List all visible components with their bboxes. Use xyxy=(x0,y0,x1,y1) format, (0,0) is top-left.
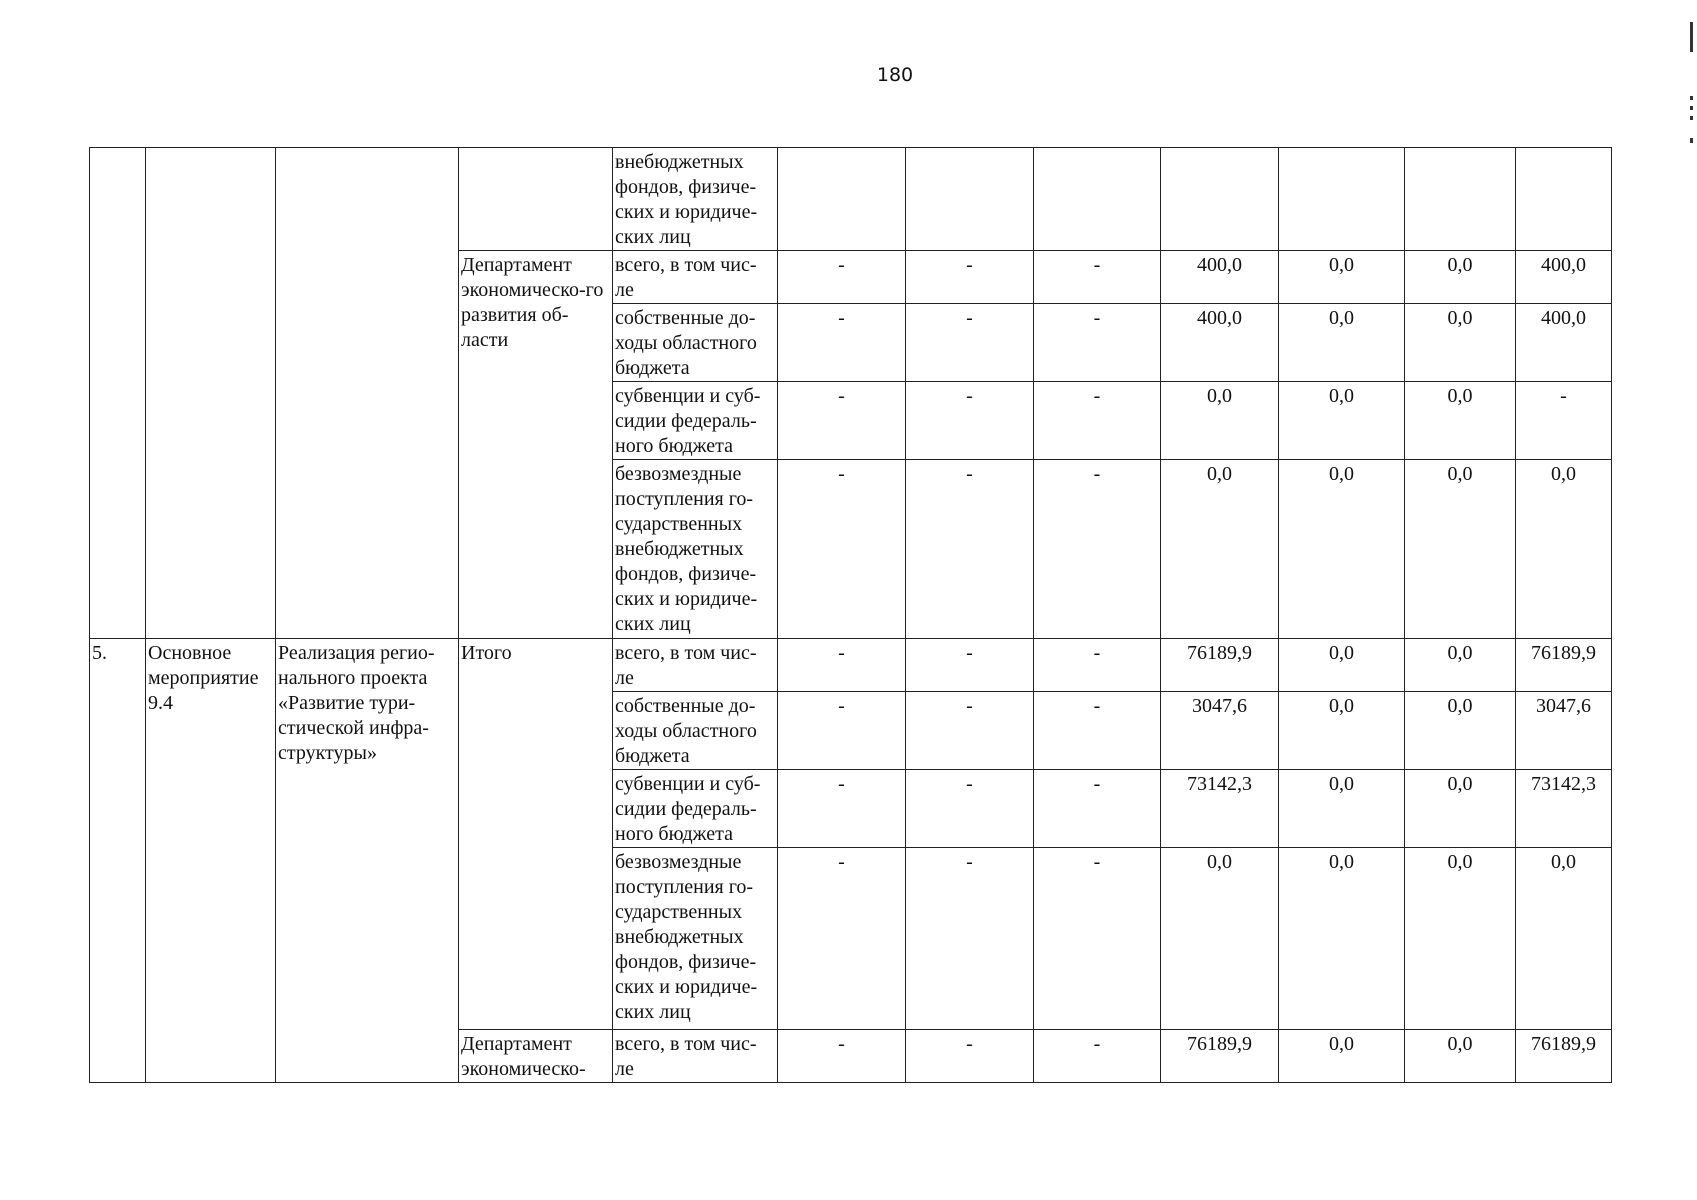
value-cell: 0,0 xyxy=(1279,639,1405,692)
value-cell: 76189,9 xyxy=(1161,1030,1279,1083)
value-cell: - xyxy=(778,848,906,1030)
value-cell: - xyxy=(778,460,906,639)
value-cell: - xyxy=(1034,1030,1161,1083)
value-cell xyxy=(1516,148,1612,251)
value-cell: 76189,9 xyxy=(1516,1030,1612,1083)
value-cell: 400,0 xyxy=(1161,251,1279,304)
item-number-cell xyxy=(90,148,146,639)
value-cell: 76189,9 xyxy=(1161,639,1279,692)
value-cell xyxy=(906,148,1034,251)
item-desc-cell: Реализация регио-нального проекта «Развитие тури-стической инфра-структуры» xyxy=(276,639,459,1083)
value-cell xyxy=(778,148,906,251)
item-number-cell: 5. xyxy=(90,639,146,1083)
table-row xyxy=(90,639,1612,692)
value-cell: - xyxy=(906,460,1034,639)
executor-cell: Департамент экономическо-го развития об-ласти xyxy=(459,251,613,639)
value-cell: 0,0 xyxy=(1405,304,1516,382)
executor-cell: Департамент экономическо- xyxy=(459,1030,613,1083)
table-row xyxy=(90,148,1612,251)
value-cell: 73142,3 xyxy=(1516,770,1612,848)
item-name-cell: Основное мероприятие 9.4 xyxy=(146,639,276,1083)
value-cell: - xyxy=(906,251,1034,304)
value-cell: - xyxy=(1034,692,1161,770)
item-name-cell xyxy=(146,148,276,639)
indicator-cell: безвозмездные поступления го-сударственных внебюджетных фондов, физиче-ских и юридиче-ских лиц xyxy=(613,848,778,1030)
value-cell: 400,0 xyxy=(1516,304,1612,382)
value-cell: - xyxy=(1034,639,1161,692)
value-cell: 0,0 xyxy=(1279,304,1405,382)
budget-table xyxy=(89,147,1612,1083)
value-cell: 0,0 xyxy=(1405,460,1516,639)
value-cell xyxy=(1034,148,1161,251)
value-cell: 0,0 xyxy=(1405,692,1516,770)
value-cell: 400,0 xyxy=(1161,304,1279,382)
value-cell: - xyxy=(906,639,1034,692)
value-cell: - xyxy=(1034,304,1161,382)
value-cell: 0,0 xyxy=(1279,848,1405,1030)
indicator-cell: субвенции и суб-сидии федераль-ного бюджета xyxy=(613,382,778,460)
value-cell: 76189,9 xyxy=(1516,639,1612,692)
value-cell xyxy=(1279,148,1405,251)
indicator-cell: всего, в том чис-ле xyxy=(613,1030,778,1083)
value-cell: 73142,3 xyxy=(1161,770,1279,848)
value-cell: 0,0 xyxy=(1405,770,1516,848)
value-cell: - xyxy=(906,304,1034,382)
value-cell: 400,0 xyxy=(1516,251,1612,304)
value-cell: - xyxy=(778,304,906,382)
value-cell: 0,0 xyxy=(1161,460,1279,639)
value-cell xyxy=(1405,148,1516,251)
value-cell: 0,0 xyxy=(1405,848,1516,1030)
value-cell: 0,0 xyxy=(1279,251,1405,304)
indicator-cell: всего, в том чис-ле xyxy=(613,639,778,692)
value-cell: - xyxy=(906,770,1034,848)
value-cell: 3047,6 xyxy=(1516,692,1612,770)
value-cell: 0,0 xyxy=(1516,460,1612,639)
value-cell: - xyxy=(906,848,1034,1030)
value-cell: - xyxy=(778,1030,906,1083)
indicator-cell: собственные до-ходы областного бюджета xyxy=(613,304,778,382)
value-cell: - xyxy=(778,251,906,304)
value-cell: - xyxy=(778,382,906,460)
value-cell: 0,0 xyxy=(1405,382,1516,460)
item-desc-cell xyxy=(276,148,459,639)
indicator-cell: внебюджетных фондов, физиче-ских и юридиче-ских лиц xyxy=(613,148,778,251)
scan-edge-marks xyxy=(1683,0,1697,160)
value-cell: 0,0 xyxy=(1405,251,1516,304)
executor-cell: Итого xyxy=(459,639,613,1030)
indicator-cell: собственные до-ходы областного бюджета xyxy=(613,692,778,770)
value-cell: 0,0 xyxy=(1279,1030,1405,1083)
value-cell: - xyxy=(1034,770,1161,848)
value-cell: 0,0 xyxy=(1279,460,1405,639)
value-cell: - xyxy=(1034,848,1161,1030)
indicator-cell: субвенции и суб-сидии федераль-ного бюджета xyxy=(613,770,778,848)
executor-cell xyxy=(459,148,613,251)
value-cell: - xyxy=(1034,251,1161,304)
value-cell: 3047,6 xyxy=(1161,692,1279,770)
value-cell: - xyxy=(1516,382,1612,460)
indicator-cell: всего, в том чис-ле xyxy=(613,251,778,304)
value-cell: 0,0 xyxy=(1161,848,1279,1030)
value-cell: - xyxy=(778,692,906,770)
value-cell: 0,0 xyxy=(1279,770,1405,848)
value-cell: - xyxy=(778,770,906,848)
page-number: 180 xyxy=(876,64,914,86)
value-cell: 0,0 xyxy=(1516,848,1612,1030)
value-cell: - xyxy=(906,692,1034,770)
value-cell: - xyxy=(1034,460,1161,639)
value-cell: - xyxy=(778,639,906,692)
value-cell: 0,0 xyxy=(1405,639,1516,692)
indicator-cell: безвозмездные поступления го-сударственных внебюджетных фондов, физиче-ских и юридиче-ских лиц xyxy=(613,460,778,639)
value-cell: 0,0 xyxy=(1279,382,1405,460)
value-cell: - xyxy=(906,1030,1034,1083)
value-cell: - xyxy=(906,382,1034,460)
value-cell xyxy=(1161,148,1279,251)
value-cell: - xyxy=(1034,382,1161,460)
value-cell: 0,0 xyxy=(1405,1030,1516,1083)
value-cell: 0,0 xyxy=(1161,382,1279,460)
value-cell: 0,0 xyxy=(1279,692,1405,770)
